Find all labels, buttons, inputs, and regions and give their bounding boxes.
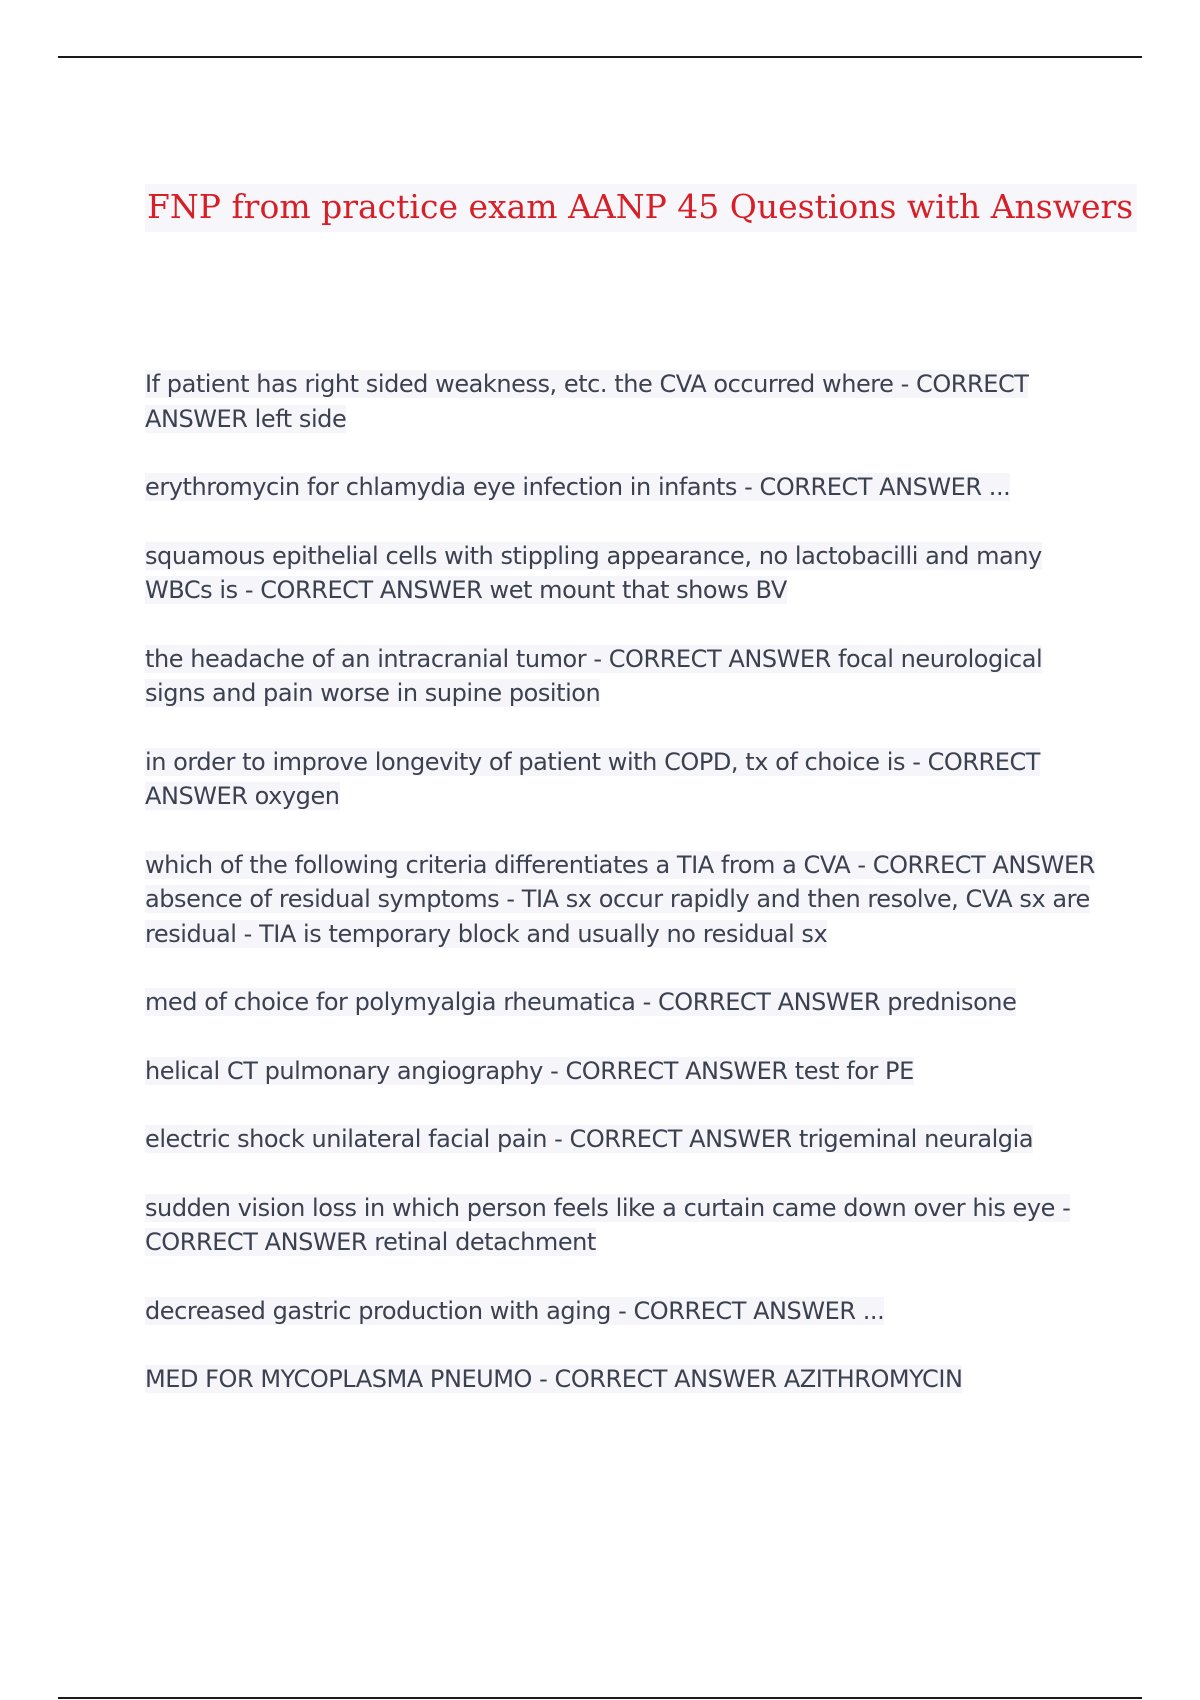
qa-item xyxy=(145,1122,1095,1157)
bottom-rule xyxy=(58,1697,1142,1699)
qa-item-text: If patient has right sided weakness, etc. the CVA occurred where - CORRECT ANSWER left side xyxy=(145,370,1029,433)
qa-item xyxy=(145,539,1095,608)
qa-item-text: electric shock unilateral facial pain - CORRECT ANSWER trigeminal neuralgia xyxy=(145,1125,1034,1153)
qa-item-text: the headache of an intracranial tumor - CORRECT ANSWER focal neurological signs and pain worse in supine position xyxy=(145,644,1043,707)
qa-item-text: med of choice for polymyalgia rheumatica - CORRECT ANSWER prednisone xyxy=(145,988,1017,1016)
qa-item-text: in order to improve longevity of patient with COPD, tx of choice is - CORRECT ANSWER oxygen xyxy=(145,747,1041,810)
qa-item xyxy=(145,1362,1095,1397)
qa-item xyxy=(145,848,1095,952)
qa-item xyxy=(145,745,1095,814)
qa-item xyxy=(145,1191,1095,1260)
qa-item-text: helical CT pulmonary angiography - CORRECT ANSWER test for PE xyxy=(145,1056,914,1085)
page-title: FNP from practice exam AANP 45 Questions with Answers xyxy=(145,184,1137,232)
qa-item xyxy=(145,470,1095,505)
top-rule xyxy=(58,56,1142,58)
qa-item-text: squamous epithelial cells with stippling appearance, no lactobacilli and many WBCs is - CORRECT ANSWER wet mount that shows BV xyxy=(145,541,1042,604)
qa-item-text: MED FOR MYCOPLASMA PNEUMO - CORRECT ANSWER AZITHROMYCIN xyxy=(145,1365,963,1393)
qa-item xyxy=(145,642,1095,711)
qa-item-text: which of the following criteria differentiates a TIA from a CVA - CORRECT ANSWER absence of residual symptoms - TIA sx occur rapidly and then resolve, CVA sx are residual - TIA is temporary block and usually no residual sx xyxy=(145,850,1095,948)
qa-item xyxy=(145,1294,1095,1329)
qa-item-text: decreased gastric production with aging - CORRECT ANSWER ... xyxy=(145,1296,885,1325)
qa-item xyxy=(145,985,1095,1020)
qa-item-text: erythromycin for chlamydia eye infection in infants - CORRECT ANSWER ... xyxy=(145,473,1011,501)
qa-list xyxy=(145,367,1095,1431)
qa-item xyxy=(145,1054,1095,1089)
qa-item xyxy=(145,367,1095,436)
qa-item-text: sudden vision loss in which person feels like a curtain came down over his eye - CORRECT ANSWER retinal detachment xyxy=(145,1193,1071,1256)
